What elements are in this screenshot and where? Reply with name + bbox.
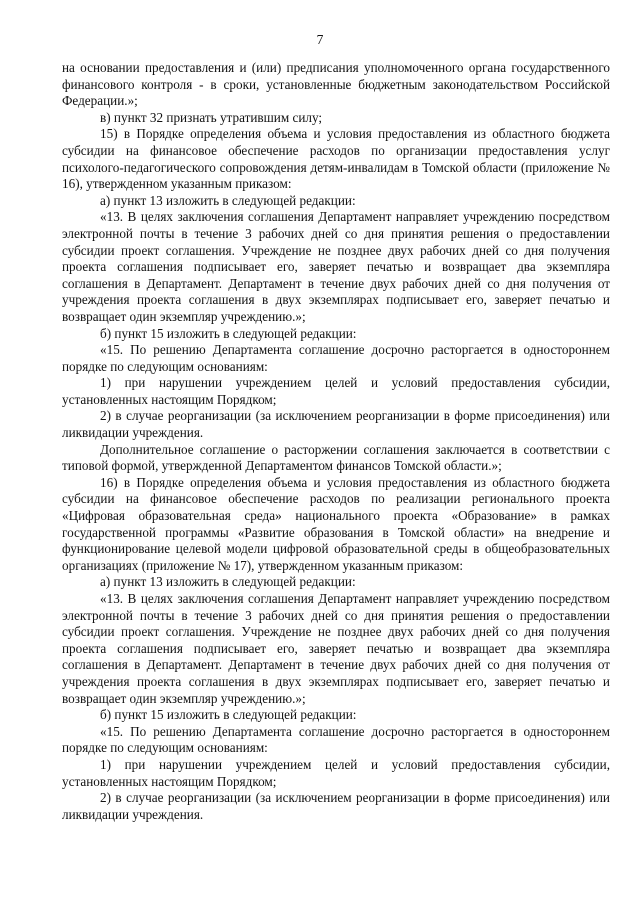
paragraph-subitem-a: а) пункт 13 изложить в следующей редакции: (100, 574, 356, 590)
paragraph-point-15-text: «15. По решению Департамента соглашение досрочно расторгается в одностороннем порядке по следующим основаниям: (62, 723, 610, 756)
paragraph-point-15-text: «15. По решению Департамента соглашение досрочно расторгается в одностороннем порядке по следующим основаниям: (62, 342, 610, 374)
paragraph-subitem-a: а) пункт 13 изложить в следующей редакции: (100, 192, 356, 208)
paragraph-item-v-32: в) пункт 32 признать утратившим силу; (100, 109, 323, 125)
page-number: 7 (316, 32, 324, 47)
paragraph-ground-1: 1) при нарушении учреждением целей и условий предоставления субсидии, установленных настоящим Порядком; (62, 375, 610, 407)
paragraph-item-16: 16) в Порядке определения объема и условия предоставления из областного бюджета субсидии на финансовое обеспечение расходов по реализации регионального проекта «Цифровая образовательная среда» национального проекта «Образование» в рамках государственной программы «Развитие образования в Томской области» на внедрение и функционирование целевой модели цифровой образовательной среды в общеобразовательных организациях (приложение № 17), утвержденном указанным приказом: (62, 474, 610, 573)
paragraph-point-13-text: «13. В целях заключения соглашения Департамент направляет учреждению посредством электронной почты в течение 3 рабочих дней со дня принятия решения о предоставлении субсидии проект соглашения. Учреждение не позднее двух рабочих дней со дня получения проекта соглашения подписывает его, заверяет печатью и возвращает два экземпляра соглашения в Департамент. Департамент в течение двух рабочих дней со дня получения от учреждения проекта соглашения в двух экземплярах подписывает его, заверяет печатью и возвращает один экземпляр учреждению.»; (62, 591, 610, 706)
paragraph-continuation: на основании предоставления и (или) предписания уполномоченного органа государственного финансового контроля - в сроки, установленные бюджетным законодательством Российской Федерации.»; (62, 60, 610, 109)
paragraph-item-15: 15) в Порядке определения объема и условия предоставления из областного бюджета субсидии на финансовое обеспечение расходов по организации предоставления услуг психолого-педагогического сопровождения детям-инвалидам в Томской области (приложение № 16), утвержденном указанным приказом: (62, 126, 610, 192)
paragraph-additional-agreement: Дополнительное соглашение о расторжении соглашения заключается в соответствии с типовой формой, утвержденной Департаментом финансов Томской области.»; (62, 441, 610, 474)
paragraph-point-13-text: «13. В целях заключения соглашения Департамент направляет учреждению посредством электронной почты в течение 3 рабочих дней со дня принятия решения о предоставлении субсидии проект соглашения. Учреждение не позднее двух рабочих дней со дня получения проекта соглашения подписывает его, заверяет печатью и возвращает два экземпляра соглашения в Департамент. Департамент в течение двух рабочих дней со дня получения от учреждения проекта соглашения в двух экземплярах подписывает его, заверяет печатью и возвращает один экземпляр учреждению.»; (62, 209, 610, 324)
paragraph-ground-2: 2) в случае реорганизации (за исключением реорганизации в форме присоединения) или ликвидации учреждения. (62, 408, 610, 441)
paragraph-subitem-b: б) пункт 15 изложить в следующей редакции: (100, 325, 357, 341)
paragraph-ground-1: 1) при нарушении учреждением целей и условий предоставления субсидии, установленных настоящим Порядком; (62, 756, 610, 789)
paragraph-ground-2: 2) в случае реорганизации (за исключением реорганизации в форме присоединения) или ликвидации учреждения. (62, 790, 610, 822)
paragraph-subitem-b: б) пункт 15 изложить в следующей редакции: (100, 707, 357, 723)
document-body (62, 60, 610, 823)
